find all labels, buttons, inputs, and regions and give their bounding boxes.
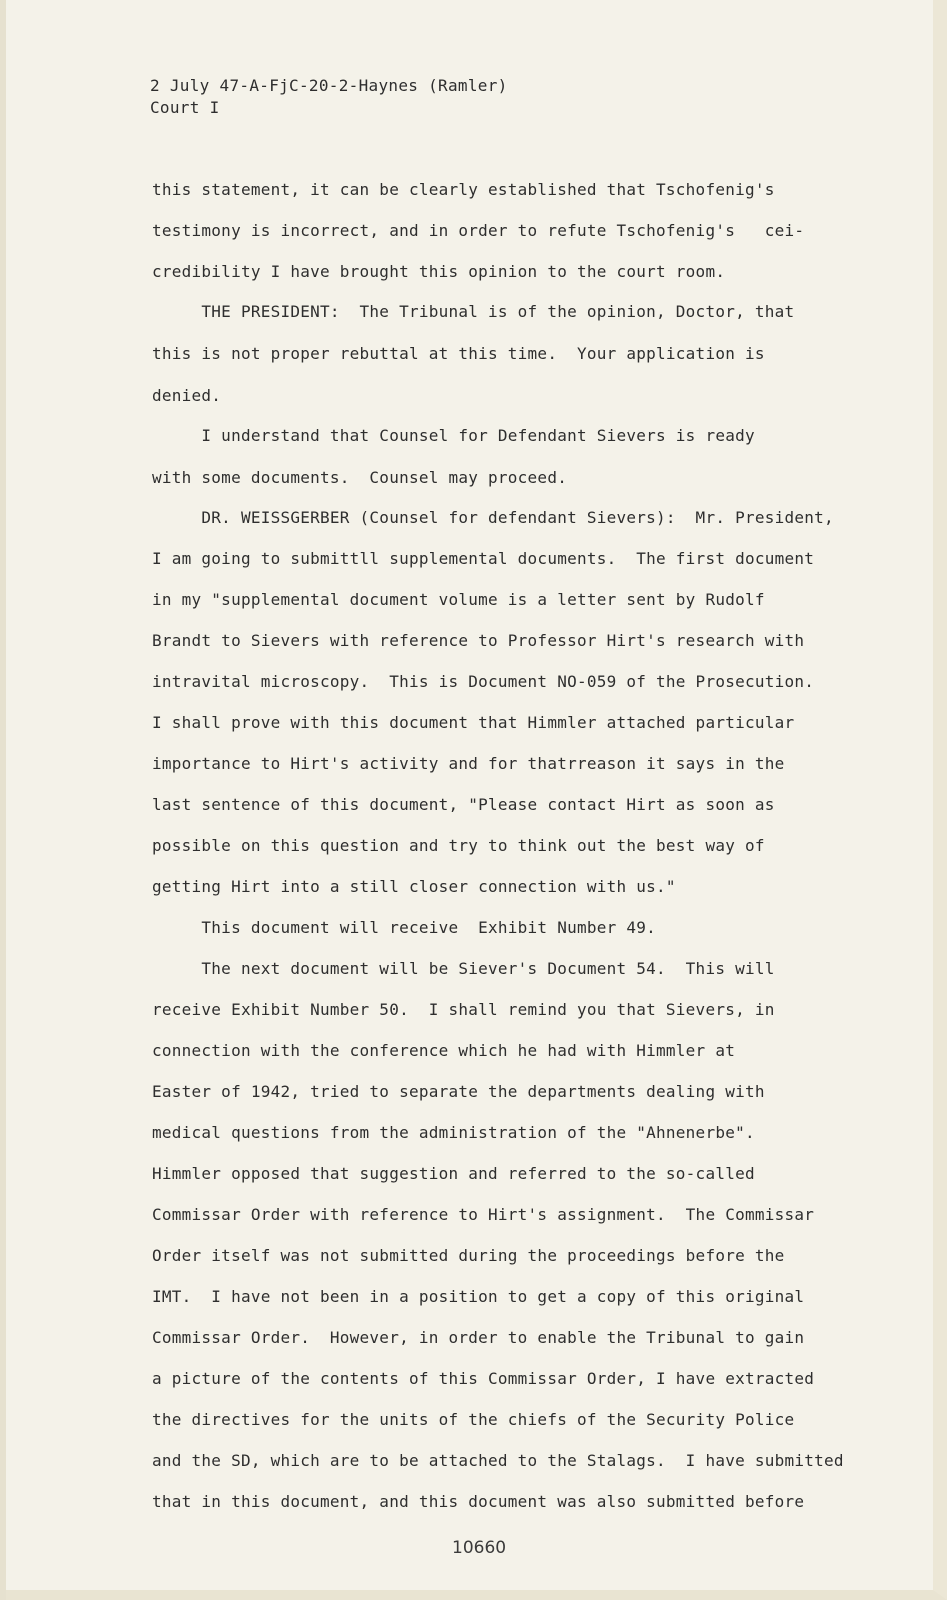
header-court-line: Court I bbox=[150, 98, 220, 117]
text-line: I am going to submittll supplemental documents. The first document bbox=[152, 549, 815, 568]
text-line: Easter of 1942, tried to separate the departments dealing with bbox=[152, 1082, 765, 1101]
page-number: 10660 bbox=[452, 1538, 507, 1558]
text-line: possible on this question and try to think out the best way of bbox=[152, 836, 765, 855]
text-line: last sentence of this document, "Please contact Hirt as soon as bbox=[152, 795, 775, 814]
text-line: getting Hirt into a still closer connection with us." bbox=[152, 877, 676, 896]
text-line: testimony is incorrect, and in order to refute Tschofenig's cei- bbox=[152, 221, 805, 240]
text-line: This document will receive Exhibit Number 49. bbox=[152, 918, 657, 937]
text-line: this is not proper rebuttal at this time. Your application is bbox=[152, 344, 765, 363]
header-session-line: 2 July 47-A-FjC-20-2-Haynes (Ramler) bbox=[150, 76, 508, 95]
text-line: connection with the conference which he had with Himmler at bbox=[152, 1041, 736, 1060]
text-line: receive Exhibit Number 50. I shall remind you that Sievers, in bbox=[152, 1000, 775, 1019]
text-line: IMT. I have not been in a position to get a copy of this original bbox=[152, 1287, 805, 1306]
text-line: Order itself was not submitted during the proceedings before the bbox=[152, 1246, 785, 1265]
text-line: the directives for the units of the chiefs of the Security Police bbox=[152, 1410, 795, 1429]
text-line: Brandt to Sievers with reference to Professor Hirt's research with bbox=[152, 631, 805, 650]
text-line: with some documents. Counsel may proceed. bbox=[152, 468, 568, 487]
text-line: a picture of the contents of this Commissar Order, I have extracted bbox=[152, 1369, 815, 1388]
text-line: DR. WEISSGERBER (Counsel for defendant Sievers): Mr. President, bbox=[152, 508, 834, 527]
text-line: this statement, it can be clearly established that Tschofenig's bbox=[152, 180, 775, 199]
text-line: in my "supplemental document volume is a letter sent by Rudolf bbox=[152, 590, 765, 609]
text-line: THE PRESIDENT: The Tribunal is of the opinion, Doctor, that bbox=[152, 302, 795, 321]
text-line: that in this document, and this document was also submitted before bbox=[152, 1492, 805, 1511]
text-line: Himmler opposed that suggestion and referred to the so-called bbox=[152, 1164, 755, 1183]
text-line: I shall prove with this document that Himmler attached particular bbox=[152, 713, 795, 732]
text-line: medical questions from the administration of the "Ahnenerbe". bbox=[152, 1123, 755, 1142]
text-line: importance to Hirt's activity and for thatrreason it says in the bbox=[152, 754, 785, 773]
text-line: and the SD, which are to be attached to the Stalags. I have submitted bbox=[152, 1451, 844, 1470]
text-line: Commissar Order. However, in order to enable the Tribunal to gain bbox=[152, 1328, 805, 1347]
text-line: intravital microscopy. This is Document NO-059 of the Prosecution. bbox=[152, 672, 815, 691]
text-line: Commissar Order with reference to Hirt's assignment. The Commissar bbox=[152, 1205, 815, 1224]
text-line: denied. bbox=[152, 386, 222, 405]
text-line: The next document will be Siever's Document 54. This will bbox=[152, 959, 775, 978]
text-line: I understand that Counsel for Defendant Sievers is ready bbox=[152, 426, 755, 445]
text-line: credibility I have brought this opinion to the court room. bbox=[152, 262, 726, 281]
